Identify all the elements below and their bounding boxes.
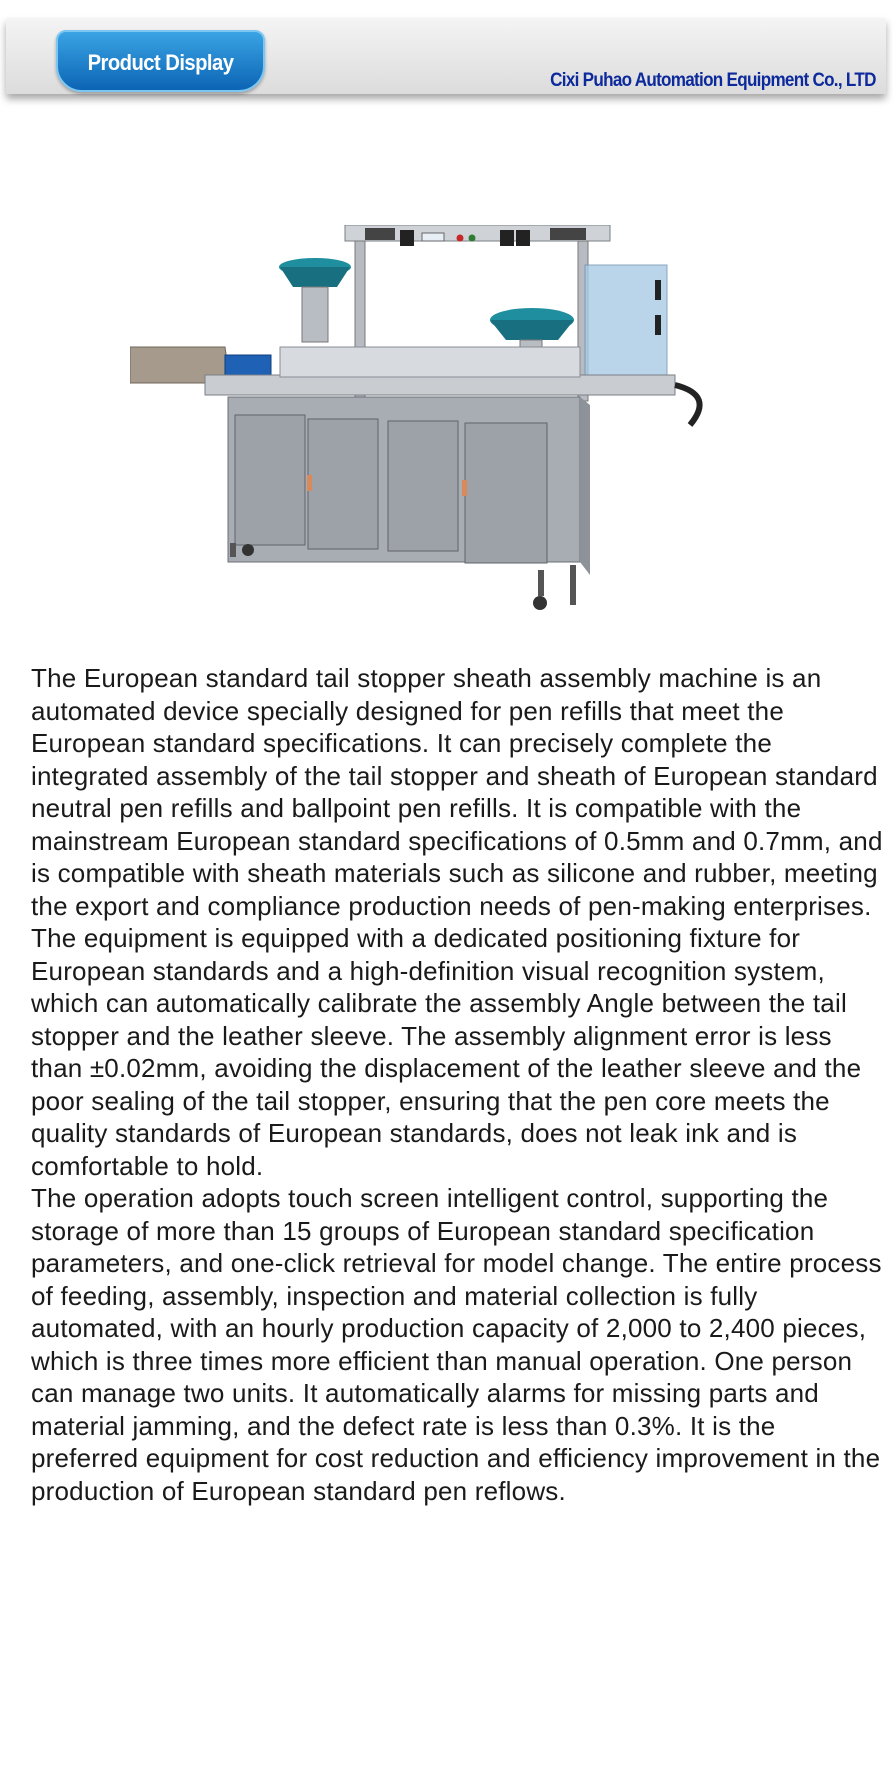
header-banner (6, 18, 886, 94)
header-title: Product Display (87, 50, 234, 75)
description-paragraph: The equipment is equipped with a dedicated positioning fixture for European standards and a high-definition visual recognition system, which can automatically calibrate the assembly Angle between the tail stopper and the leather sleeve. The assembly alignment error is less than ±0.02mm, avoiding the displacement of the leather sleeve and the poor sealing of the tail stopper, ensuring that the pen core meets the quality standards of European standards, does not leak ink and is comfortable to hold. (31, 923, 862, 1181)
company-name: Cixi Puhao Automation Equipment Co., LTD (550, 70, 876, 91)
assembly-machine-image (130, 225, 770, 625)
description-paragraph: The operation adopts touch screen intelligent control, supporting the storage of more than 15 groups of European standard specification parameters, and one-click retrieval for model change. The entire process of feeding, assembly, inspection and material collection is fully automated, with an hourly production capacity of 2,000 to 2,400 pieces, which is three times more efficient than manual operation. One person can manage two units. It automatically alarms for missing parts and material jamming, and the defect rate is less than 0.3%. It is the preferred equipment for cost reduction and efficiency improvement in the production of European standard pen reflows. (31, 1183, 882, 1506)
product-display-tab (56, 30, 265, 92)
description-paragraph: The European standard tail stopper sheath assembly machine is an automated device specially designed for pen refills that meet the European standard specifications. It can precisely complete the integrated assembly of the tail stopper and sheath of European standard neutral pen refills and ballpoint pen refills. It is compatible with the mainstream European standard specifications of 0.5mm and 0.7mm, and is compatible with sheath materials such as silicone and rubber, meeting the export and compliance production needs of pen-making enterprises. (31, 663, 883, 921)
product-description (31, 662, 886, 1507)
